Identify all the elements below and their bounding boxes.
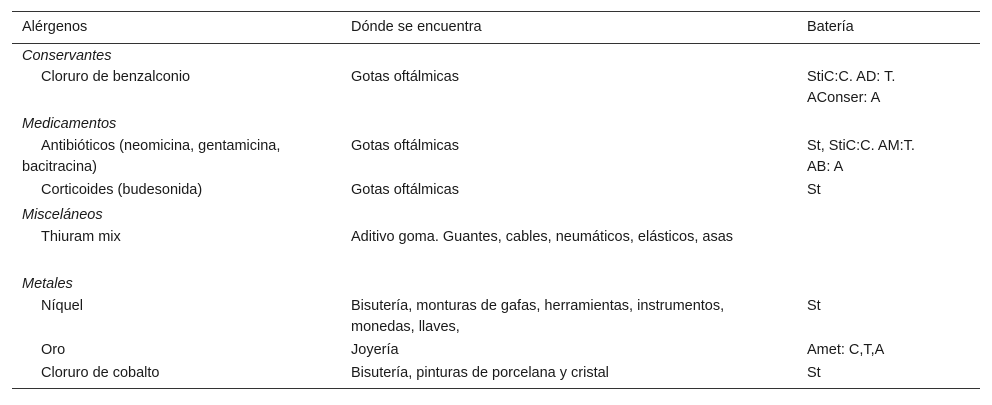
header-allergen: Alérgenos (22, 19, 88, 35)
header-battery: Batería (807, 19, 854, 35)
group-row-medicamentos (12, 113, 980, 136)
table-row (12, 136, 980, 180)
allergen-cell: Cloruro de benzalconio (41, 69, 191, 85)
group-row-metales (12, 273, 980, 296)
location-cell: Bisutería, monturas de gafas, herramientas, instrumentos, monedas, llaves, (351, 298, 725, 335)
location-cell: Gotas oftálmicas (351, 138, 459, 154)
table-row (12, 296, 980, 340)
allergen-cell: Thiuram mix (41, 229, 121, 245)
table-row (12, 227, 980, 273)
battery-cell: StiC:C. AD: T. AConser: A (807, 69, 896, 106)
allergen-cell: Níquel (41, 298, 83, 314)
allergen-cell: Cloruro de cobalto (41, 365, 160, 381)
location-cell: Joyería (351, 342, 399, 358)
table-row (12, 363, 980, 388)
battery-cell: St (807, 182, 821, 198)
battery-cell: St, StiC:C. AM:T. AB: A (807, 138, 915, 175)
group-title: Conservantes (22, 48, 112, 64)
battery-cell: St (807, 298, 821, 314)
header-location: Dónde se encuentra (351, 19, 482, 35)
allergen-cell: Antibióticos (neomicina, gentamicina, bacitracina) (22, 138, 281, 175)
allergen-cell: Corticoides (budesonida) (41, 182, 203, 198)
table-row (12, 67, 980, 113)
location-cell: Gotas oftálmicas (351, 182, 459, 198)
battery-cell: Amet: C,T,A (807, 342, 885, 358)
table-row (12, 340, 980, 363)
location-cell: Gotas oftálmicas (351, 69, 459, 85)
battery-cell: St (807, 365, 821, 381)
group-title: Medicamentos (22, 116, 117, 132)
table-row (12, 180, 980, 204)
allergen-table (12, 11, 980, 389)
group-title: Misceláneos (22, 207, 103, 223)
location-cell: Bisutería, pinturas de porcelana y cristal (351, 365, 609, 381)
group-row-conservantes (12, 44, 980, 67)
group-title: Metales (22, 276, 73, 292)
allergen-cell: Oro (41, 342, 66, 358)
group-row-miscelaneos (12, 204, 980, 227)
location-cell: Aditivo goma. Guantes, cables, neumáticos, elásticos, asas (351, 229, 734, 245)
table-header-row (12, 12, 980, 44)
